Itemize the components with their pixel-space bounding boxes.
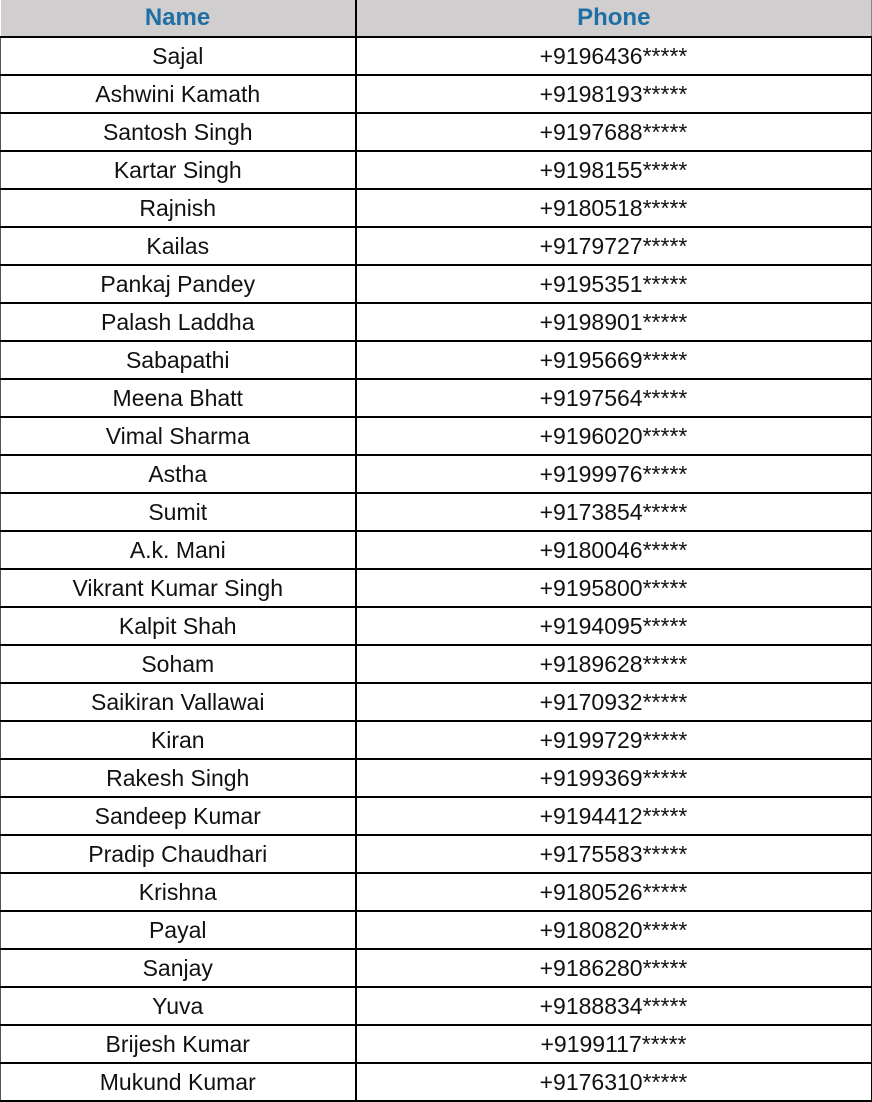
- phone-cell: +9180820*****: [356, 911, 872, 949]
- name-cell: Sanjay: [1, 949, 356, 987]
- phone-cell: +9188834*****: [356, 987, 872, 1025]
- phone-cell: +9197564*****: [356, 379, 872, 417]
- phone-cell: +9199729*****: [356, 721, 872, 759]
- phone-cell: +9195669*****: [356, 341, 872, 379]
- phone-cell: +9180526*****: [356, 873, 872, 911]
- name-cell: Sandeep Kumar: [1, 797, 356, 835]
- phone-cell: +9180046*****: [356, 531, 872, 569]
- name-cell: A.k. Mani: [1, 531, 356, 569]
- phone-cell: +9196020*****: [356, 417, 872, 455]
- phone-cell: +9194412*****: [356, 797, 872, 835]
- name-cell: Ashwini Kamath: [1, 75, 356, 113]
- table-row: [1, 303, 872, 341]
- name-cell: Kiran: [1, 721, 356, 759]
- phone-cell: +9173854*****: [356, 493, 872, 531]
- name-cell: Brijesh Kumar: [1, 1025, 356, 1063]
- phone-cell: +9179727*****: [356, 227, 872, 265]
- table-row: [1, 569, 872, 607]
- phone-cell: +9198155*****: [356, 151, 872, 189]
- phone-cell: +9195351*****: [356, 265, 872, 303]
- table-row: [1, 1025, 872, 1063]
- name-cell: Pradip Chaudhari: [1, 835, 356, 873]
- name-cell: Payal: [1, 911, 356, 949]
- table-row: [1, 455, 872, 493]
- table-row: [1, 911, 872, 949]
- name-cell: Vikrant Kumar Singh: [1, 569, 356, 607]
- name-cell: Krishna: [1, 873, 356, 911]
- phone-cell: +9199369*****: [356, 759, 872, 797]
- phone-cell: +9180518*****: [356, 189, 872, 227]
- table-row: [1, 645, 872, 683]
- phone-cell: +9176310*****: [356, 1063, 872, 1101]
- table-row: [1, 835, 872, 873]
- table-row: [1, 683, 872, 721]
- phone-cell: +9198901*****: [356, 303, 872, 341]
- name-cell: Sajal: [1, 37, 356, 75]
- phone-cell: +9194095*****: [356, 607, 872, 645]
- name-cell: Mukund Kumar: [1, 1063, 356, 1101]
- name-cell: Palash Laddha: [1, 303, 356, 341]
- table-row: [1, 417, 872, 455]
- table-row: [1, 37, 872, 75]
- table-row: [1, 379, 872, 417]
- column-header-name: Name: [1, 0, 356, 37]
- name-cell: Meena Bhatt: [1, 379, 356, 417]
- name-cell: Kalpit Shah: [1, 607, 356, 645]
- name-cell: Soham: [1, 645, 356, 683]
- table-row: [1, 987, 872, 1025]
- name-cell: Saikiran Vallawai: [1, 683, 356, 721]
- table-row: [1, 607, 872, 645]
- header-row: [1, 0, 872, 37]
- table-row: [1, 531, 872, 569]
- table-row: [1, 493, 872, 531]
- table-row: [1, 189, 872, 227]
- table-row: [1, 949, 872, 987]
- table-row: [1, 151, 872, 189]
- name-cell: Sumit: [1, 493, 356, 531]
- phone-cell: +9175583*****: [356, 835, 872, 873]
- name-cell: Rakesh Singh: [1, 759, 356, 797]
- name-cell: Kartar Singh: [1, 151, 356, 189]
- name-cell: Yuva: [1, 987, 356, 1025]
- table-row: [1, 113, 872, 151]
- column-header-phone: Phone: [356, 0, 872, 37]
- phone-cell: +9199117*****: [356, 1025, 872, 1063]
- phone-cell: +9198193*****: [356, 75, 872, 113]
- table-row: [1, 797, 872, 835]
- table-row: [1, 873, 872, 911]
- table-row: [1, 341, 872, 379]
- phone-cell: +9196436*****: [356, 37, 872, 75]
- table-row: [1, 265, 872, 303]
- name-cell: Sabapathi: [1, 341, 356, 379]
- table-row: [1, 227, 872, 265]
- table-row: [1, 721, 872, 759]
- name-cell: Rajnish: [1, 189, 356, 227]
- name-cell: Kailas: [1, 227, 356, 265]
- phone-cell: +9170932*****: [356, 683, 872, 721]
- table-row: [1, 75, 872, 113]
- name-cell: Pankaj Pandey: [1, 265, 356, 303]
- phone-cell: +9197688*****: [356, 113, 872, 151]
- phone-cell: +9189628*****: [356, 645, 872, 683]
- name-cell: Vimal Sharma: [1, 417, 356, 455]
- phone-cell: +9199976*****: [356, 455, 872, 493]
- name-cell: Astha: [1, 455, 356, 493]
- phone-cell: +9195800*****: [356, 569, 872, 607]
- table-row: [1, 1063, 872, 1101]
- name-cell: Santosh Singh: [1, 113, 356, 151]
- phone-cell: +9186280*****: [356, 949, 872, 987]
- table-row: [1, 759, 872, 797]
